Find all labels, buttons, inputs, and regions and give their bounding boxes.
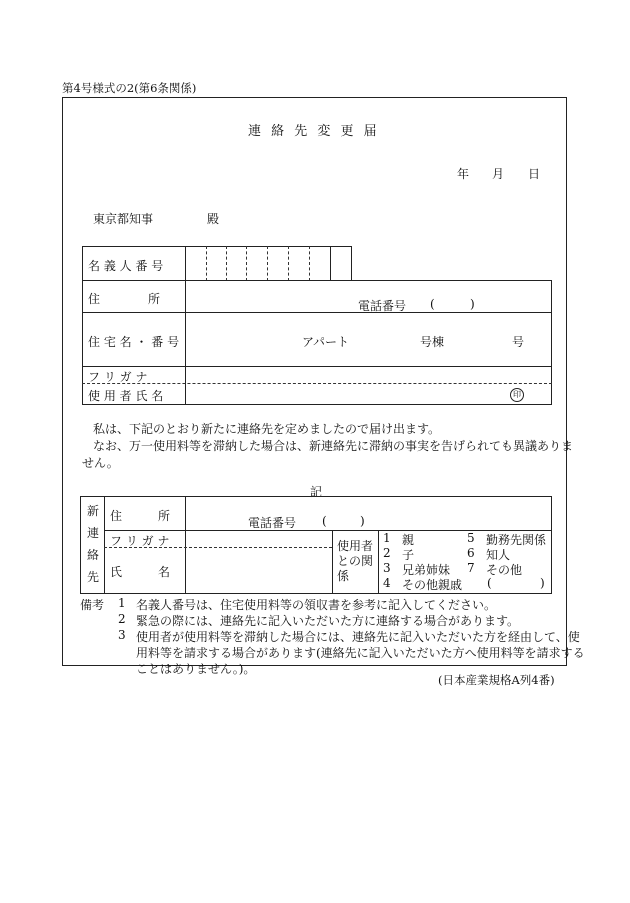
gouto-label: 号棟 xyxy=(420,335,445,349)
relation-5-no: 5 xyxy=(467,531,475,545)
housing-field[interactable] xyxy=(190,316,545,362)
contact-phone-paren-close: ) xyxy=(360,514,365,528)
note-3-line-1: 使用者が使用料等を滞納した場合には、連絡先に記入いただいた方を経由して、使 xyxy=(136,630,580,644)
contact-furigana-field[interactable] xyxy=(190,532,328,545)
statement-line-1: 私は、下記のとおり新たに連絡先を定めましたので届け出ます。 xyxy=(93,422,441,436)
relation-3-no: 3 xyxy=(383,561,391,575)
furigana-label: フ リ ガ ナ xyxy=(88,370,148,384)
relation-label: 使用者 との関 係 xyxy=(337,539,374,583)
contact-furigana-label: フ リ ガ ナ xyxy=(110,534,170,548)
note-2-line-1: 緊急の際には、連絡先に記入いただいた方に連絡する場合があります。 xyxy=(136,614,520,628)
contact-phone-label: 電話番号 xyxy=(248,516,297,530)
relation-5-text[interactable]: 勤務先関係 xyxy=(486,533,547,547)
form-title: 連 絡 先 変 更 届 xyxy=(248,124,380,139)
relation-6-no: 6 xyxy=(467,546,475,560)
meigi-digit-2[interactable] xyxy=(210,254,222,272)
date-month: 月 xyxy=(492,167,505,181)
contact-name-field[interactable] xyxy=(190,550,328,591)
statement-line-2: なお、万一使用料等を滞納した場合は、新連絡先に滞納の事実を告げられても異議ありま xyxy=(93,439,574,453)
contact-address-label: 住 所 xyxy=(110,509,171,523)
relation-7-no: 7 xyxy=(467,561,475,575)
housing-label: 住 宅 名 ・ 番 号 xyxy=(88,335,180,349)
user-name-label: 使 用 者 氏 名 xyxy=(88,389,164,403)
new-contact-side-label: 新 連 絡 先 xyxy=(86,504,99,584)
ki-label: 記 xyxy=(310,485,323,499)
relation-3-text[interactable]: 兄弟姉妹 xyxy=(402,563,451,577)
relation-2-text[interactable]: 子 xyxy=(402,548,415,562)
user-name-field[interactable] xyxy=(190,386,500,402)
meigi-digit-1[interactable] xyxy=(190,254,202,272)
date-day: 日 xyxy=(528,167,541,181)
other-paren-close: ) xyxy=(540,576,545,590)
contact-phone-paren-open: ( xyxy=(322,514,327,528)
note-3-no: 3 xyxy=(118,628,126,642)
note-3-line-2: 用料等を請求する場合があります(連絡先に記入いただいた方へ使用料等を請求する xyxy=(136,646,585,660)
date-year: 年 xyxy=(457,167,470,181)
go-label: 号 xyxy=(512,335,525,349)
relation-1-text[interactable]: 親 xyxy=(402,533,415,547)
relation-2-no: 2 xyxy=(383,546,391,560)
relation-4-no: 4 xyxy=(383,576,391,590)
meigi-number-label: 名 義 人 番 号 xyxy=(88,259,164,273)
footer-spec: (日本産業規格A列4番) xyxy=(438,673,555,687)
relation-7-text[interactable]: その他 xyxy=(486,563,523,577)
note-1-line-1: 名義人番号は、住宅使用料等の領収書を参考に記入してください。 xyxy=(136,598,497,612)
phone-paren-close: ) xyxy=(470,297,475,311)
statement-line-3: せん。 xyxy=(82,456,119,470)
apart-label: アパート xyxy=(302,335,350,349)
note-1-no: 1 xyxy=(118,596,126,610)
note-3-line-3: ことはありません。)。 xyxy=(136,662,256,676)
notes-label: 備考 xyxy=(80,598,105,612)
furigana-field[interactable] xyxy=(190,368,545,382)
relation-1-no: 1 xyxy=(383,531,391,545)
contact-address-field[interactable] xyxy=(190,499,545,528)
form-id: 第4号様式の2(第6条関係) xyxy=(62,81,197,95)
other-paren-open: ( xyxy=(487,576,492,590)
addressee-name: 東京都知事 xyxy=(93,212,154,226)
phone-label: 電話番号 xyxy=(358,299,407,313)
phone-paren-open: ( xyxy=(430,297,435,311)
relation-4-text[interactable]: その他親戚 xyxy=(402,578,463,592)
seal-mark: 印 xyxy=(510,388,524,402)
address-label: 住 所 xyxy=(88,292,161,306)
relation-6-text[interactable]: 知人 xyxy=(486,548,511,562)
contact-name-label: 氏 名 xyxy=(110,565,171,579)
addressee-honorific: 殿 xyxy=(207,212,220,226)
note-2-no: 2 xyxy=(118,612,126,626)
